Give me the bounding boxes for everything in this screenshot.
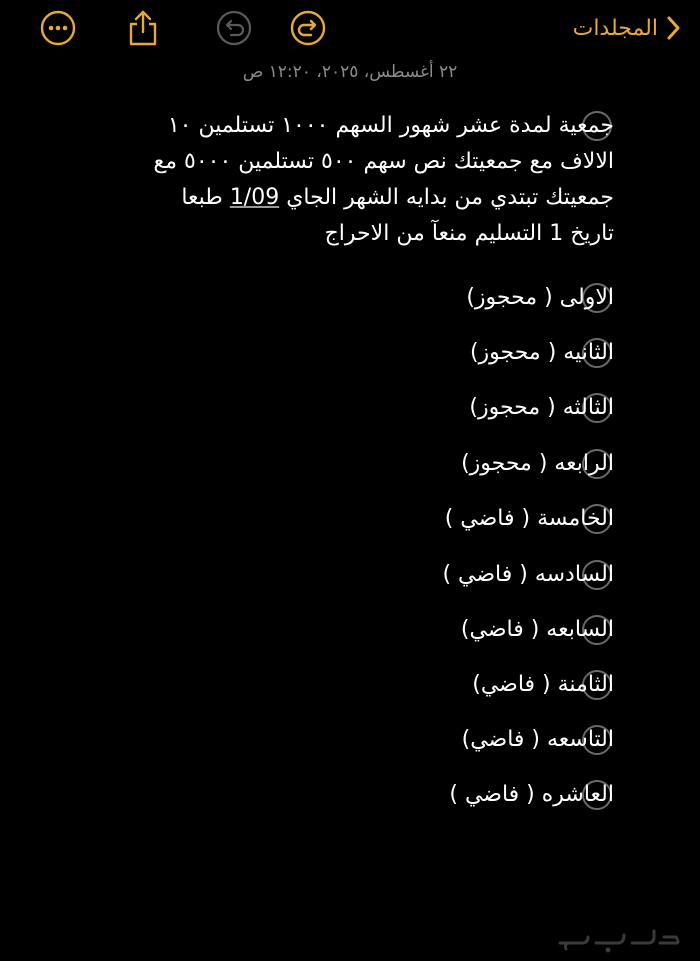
haraj-watermark-logo (552, 923, 682, 953)
checklist-item-4[interactable]: الرابعه ( محجوز) (461, 451, 614, 476)
toolbar (0, 0, 700, 56)
main-item-line3-after: طبعا (181, 185, 230, 210)
back-label: المجلدات (572, 15, 658, 41)
share-button[interactable] (123, 8, 163, 48)
share-icon (126, 9, 160, 47)
main-item-line3-before: جمعيتك تبتدي من بدايه الشهر الجاي (279, 185, 614, 210)
checklist-item-6[interactable]: السادسه ( فاضي ) (442, 562, 614, 587)
checklist-item-5[interactable]: الخامسة ( فاضي ) (444, 506, 614, 531)
undo-icon (216, 10, 252, 46)
checklist-item-10[interactable]: العاشره ( فاضي ) (449, 782, 614, 807)
checklist-item-1[interactable]: الاولى ( محجوز) (466, 285, 614, 310)
undo-button[interactable] (214, 8, 254, 48)
main-item-text[interactable] (74, 108, 614, 252)
main-item-line2: الالاف مع جمعيتك نص سهم ٥٠٠ تستلمين ٥٠٠٠ مع (153, 149, 614, 174)
main-item-line4: تاريخ 1 التسليم منعآ من الاحراج (324, 221, 614, 246)
checklist-item-7[interactable]: السابعه ( فاضي) (460, 617, 614, 642)
checklist-item-9[interactable]: التاسعه ( فاضي) (461, 727, 614, 752)
date-link[interactable]: 1/09 (229, 185, 280, 210)
checklist-item-2[interactable]: الثانيه ( محجوز) (469, 340, 614, 365)
redo-button[interactable] (288, 8, 328, 48)
main-item-line1: جمعية لمدة عشر شهور السهم ١٠٠٠ تستلمين ١٠ (167, 113, 614, 138)
more-button[interactable] (38, 8, 78, 48)
checklist-item-3[interactable]: الثالثه ( محجوز) (469, 395, 614, 420)
redo-icon (290, 10, 326, 46)
back-button[interactable] (573, 8, 682, 48)
checklist-item-8[interactable]: الثامنة ( فاضي) (472, 672, 614, 697)
main-item-line3 (74, 180, 614, 216)
ellipsis-icon (40, 10, 76, 46)
chevron-left-icon (664, 14, 682, 42)
note-date: ٢٢ أغسطس، ٢٠٢٥، ١٢:٢٠ ص (242, 62, 458, 82)
